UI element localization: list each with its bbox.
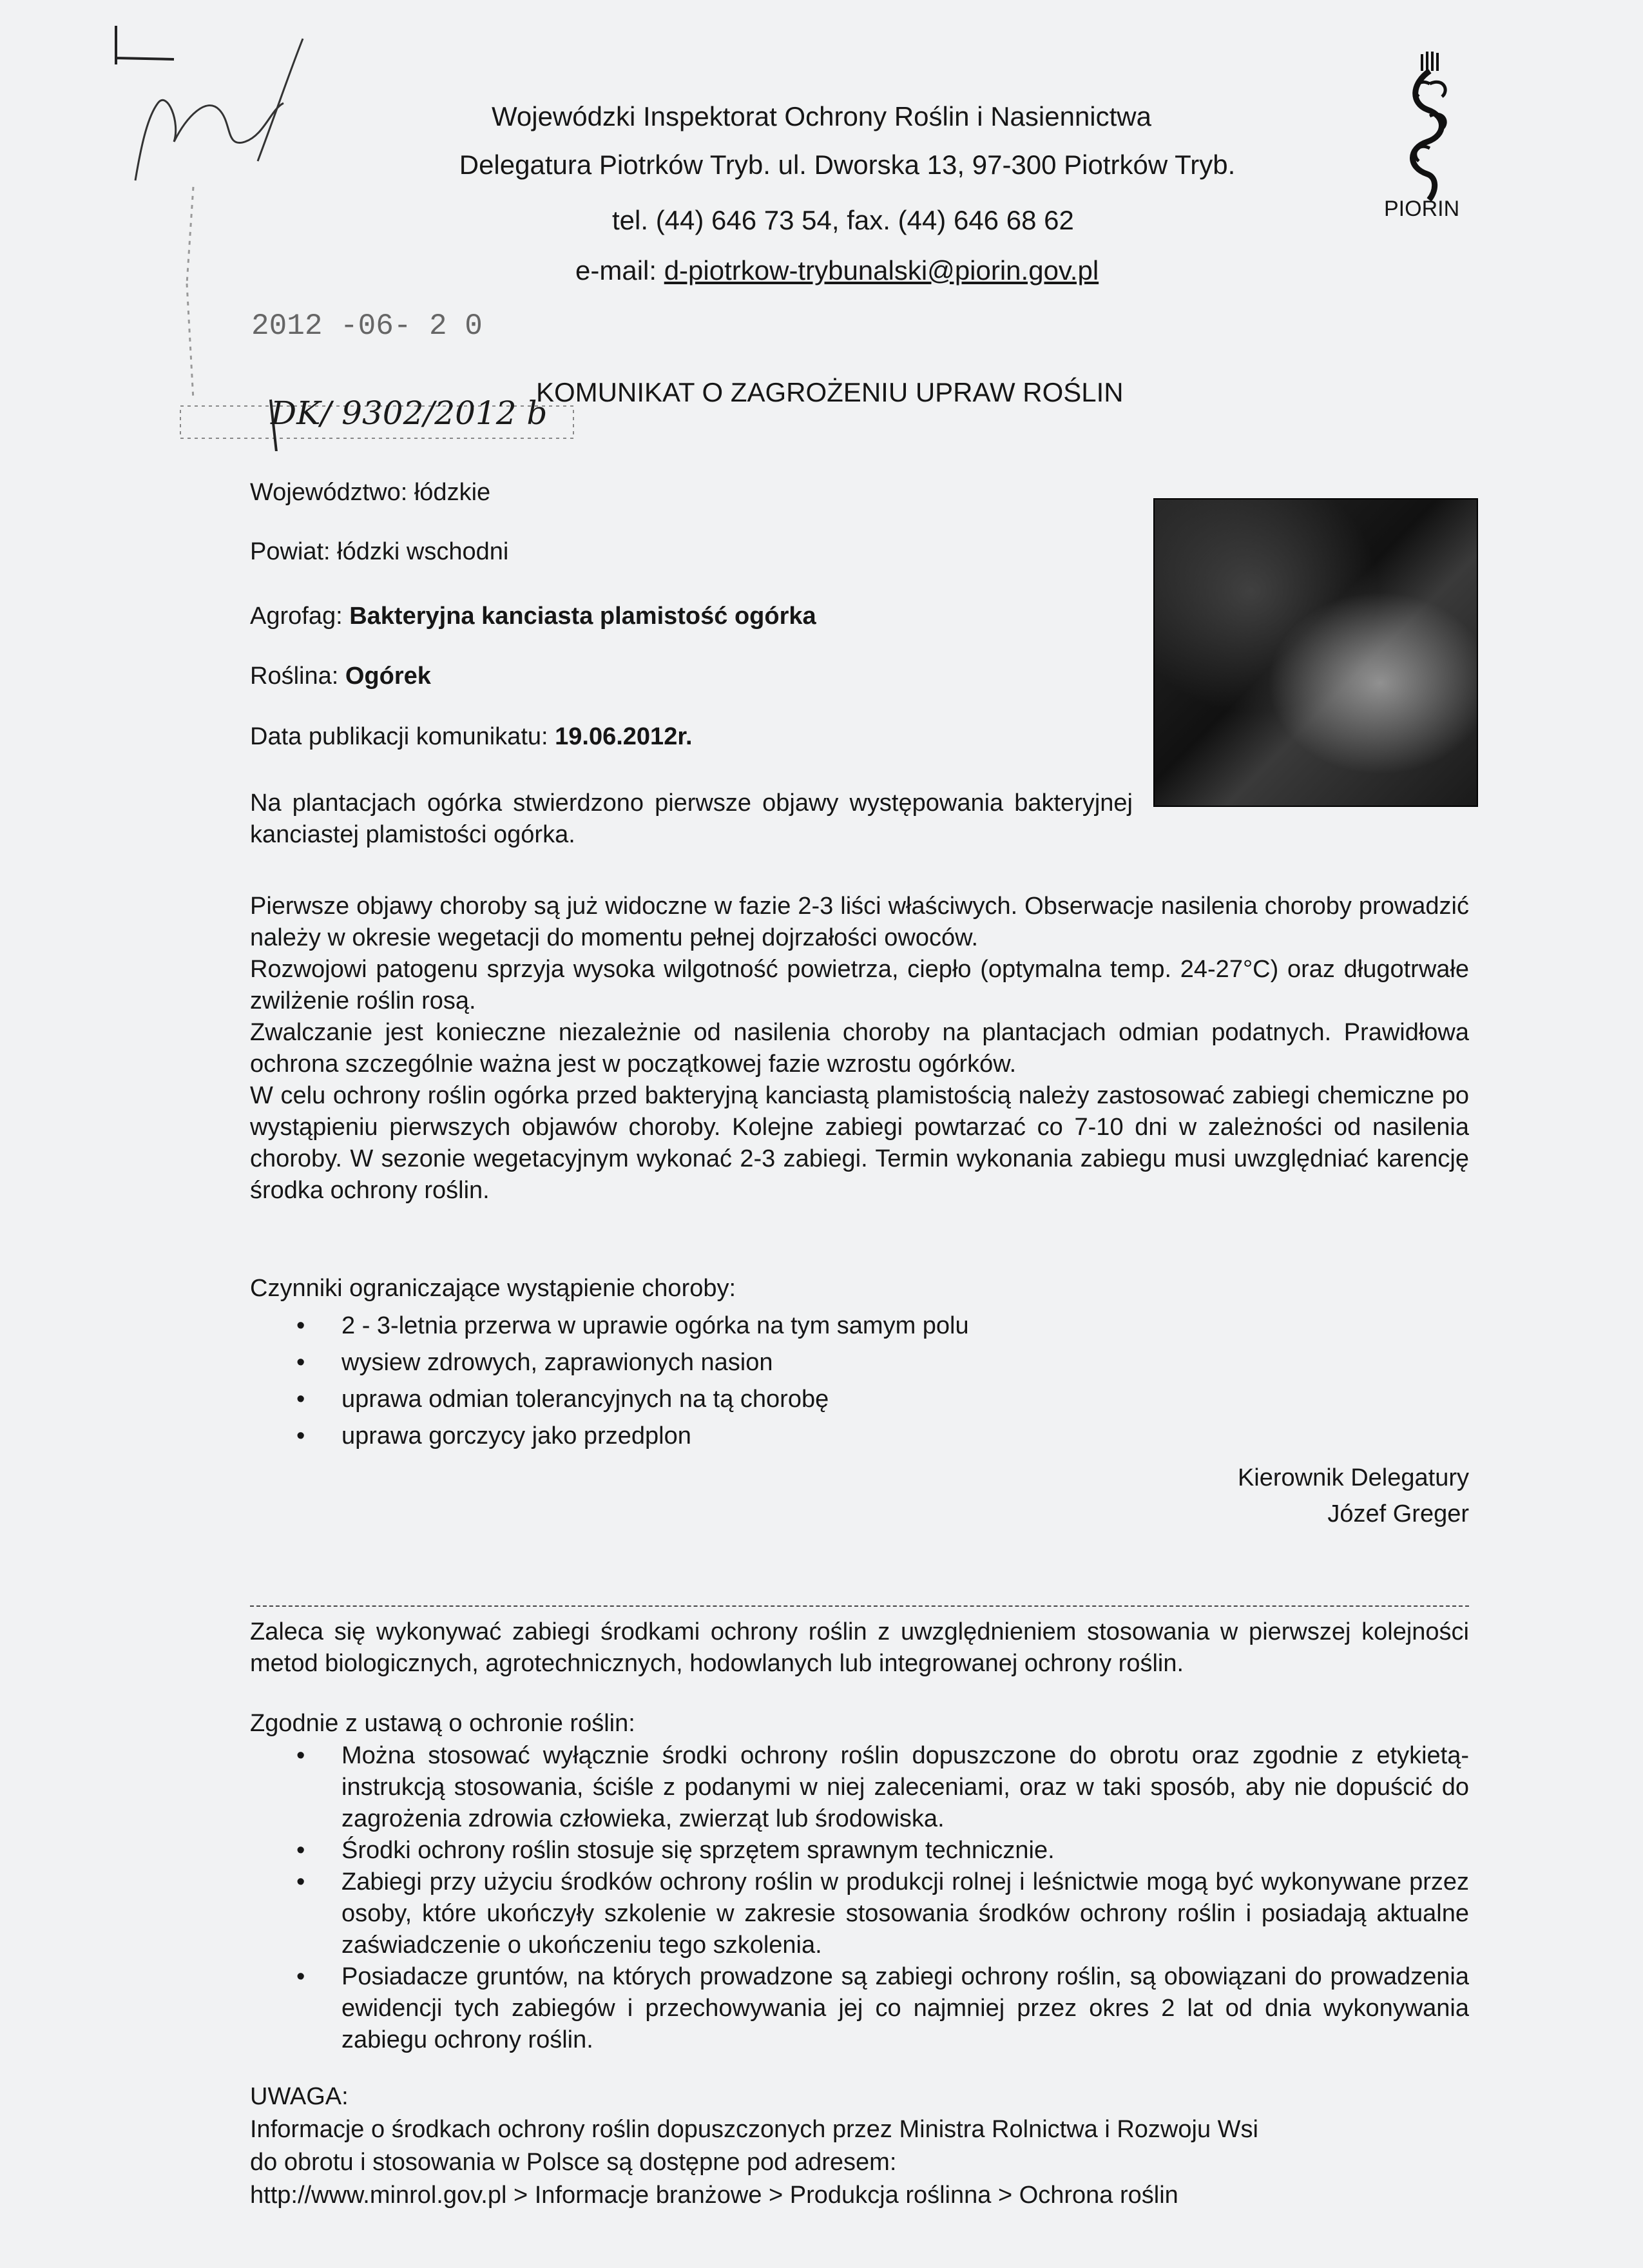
divider (250, 1605, 1469, 1607)
list-item: • Można stosować wyłącznie środki ochrony roślin dopuszczone do obrotu oraz zgodnie z etykietą-instrukcją stosowania, ściśle z podanymi w niej zaleceniami, oraz w taki sposób, aby nie dopuścić do zagrożenia zdrowia człowieka, zwierząt lub środowiska. (250, 1740, 1469, 1835)
body-paragraph: Pierwsze objawy choroby są już widoczne w fazie 2-3 liści właściwych. Obserwacje nasilenia choroby prowadzić należy w okresie wegetacji do momentu pełnej dojrzałości owoców. (250, 893, 1469, 951)
header-address: Delegatura Piotrków Tryb. ul. Dworska 13, 97-300 Piotrków Tryb. (459, 150, 1236, 180)
list-item: • Środki ochrony roślin stosuje się sprzętem sprawnym technicznie. (250, 1835, 1469, 1866)
email-label: e-mail: (575, 255, 664, 286)
intro-paragraph: Na plantacjach ogórka stwierdzono pierwsze objawy występowania bakteryjnej kanciastej plamistości ogórka. (250, 790, 1133, 848)
notice-url[interactable]: http://www.minrol.gov.pl > Informacje branżowe > Produkcja roślinna > Ochrona roślin (250, 2182, 1178, 2209)
stamp-area (97, 13, 586, 451)
list-item: • wysiew zdrowych, zaprawionych nasion (250, 1347, 1469, 1379)
list-item: • 2 - 3-letnia przerwa w uprawie ogórka na tym samym polu (250, 1310, 1469, 1342)
stamp-date: 2012 -06- 2 0 (251, 309, 483, 343)
notice-line: Informacje o środkach ochrony roślin dopuszczonych przez Ministra Rolnictwa i Rozwoju Wsi (250, 2116, 1258, 2143)
body-paragraph: Rozwojowi patogenu sprzyja wysoka wilgotność powietrza, ciepło (optymalna temp. 24-27°C) oraz długotrwałe zwilżenie roślin rosą. (250, 956, 1469, 1014)
body-paragraph: Zwalczanie jest konieczne niezależnie od nasilenia choroby na plantacjach odmian podatnych. Prawidłowa ochrona szczególnie ważna jest w początkowej fazie wzrostu ogórków. (250, 1019, 1469, 1078)
body-text (250, 891, 1469, 1207)
field-publication-date: Data publikacji komunikatu: 19.06.2012r. (250, 723, 693, 750)
logo-text: PIORIN (1384, 197, 1460, 221)
list-item: • uprawa odmian tolerancyjnych na tą chorobę (250, 1384, 1469, 1415)
factors-list (250, 1310, 1469, 1452)
list-item: • Posiadacze gruntów, na których prowadzone są zabiegi ochrony roślin, są obowiązani do prowadzenia ewidencji tych zabiegów i przechowywania jej co najmniej przez okres 2 lat od dnia wykonywania zabiegu ochrony roślin. (250, 1961, 1469, 2056)
field-voivodeship: Województwo: łódzkie (250, 479, 491, 506)
notice-heading: UWAGA: (250, 2083, 349, 2110)
law-heading: Zgodnie z ustawą o ochronie roślin: (250, 1710, 635, 1737)
notice-line: do obrotu i stosowania w Polsce są dostępne pod adresem: (250, 2149, 897, 2176)
header-institution: Wojewódzki Inspektorat Ochrony Roślin i Nasiennictwa (492, 101, 1151, 131)
list-item: • Zabiegi przy użyciu środków ochrony roślin w produkcji rolnej i leśnictwie mogą być wykonywane przez osoby, które ukończyły szkolenie w zakresie stosowania środków ochrony roślin i posiadają aktualne zaświadczenie o ukończeniu tego szkolenia. (250, 1866, 1469, 1961)
field-pest: Agrofag: Bakteryjna kanciasta plamistość ogórka (250, 603, 816, 630)
body-paragraph: W celu ochrony roślin ogórka przed bakteryjną kanciastą plamistością należy zastosować zabiegi chemiczne po wystąpieniu pierwszych objawów choroby. Kolejne zabiegi powtarzać co 7-10 dni w zależności od nasilenia choroby. W sezonie wegetacyjnym wykonać 2-3 zabiegi. Termin wykonania zabiegu musi uwzględniać karencję środka ochrony roślin. (250, 1082, 1469, 1204)
disease-photo (1153, 498, 1478, 807)
signature-name: Józef Greger (1327, 1500, 1469, 1527)
field-district: Powiat: łódzki wschodni (250, 538, 509, 565)
header-email (575, 255, 1099, 286)
law-list (250, 1740, 1469, 2056)
stamp-reference: DK/ 9302/2012 b (271, 394, 548, 432)
recommendation-paragraph: Zaleca się wykonywać zabiegi środkami ochrony roślin z uwzględnieniem stosowania w pierwszej kolejności metod biologicznych, agrotechnicznych, hodowlanych lub integrowanej ochrony roślin. (250, 1618, 1469, 1677)
signature-role: Kierownik Delegatury (1237, 1464, 1469, 1491)
list-item: • uprawa gorczycy jako przedplon (250, 1420, 1469, 1452)
field-plant: Roślina: Ogórek (250, 663, 431, 690)
factors-heading: Czynniki ograniczające wystąpienie choroby: (250, 1275, 736, 1302)
email-link[interactable]: d-piotrkow-trybunalski@piorin.gov.pl (664, 255, 1099, 286)
header-phone: tel. (44) 646 73 54, fax. (44) 646 68 62 (612, 205, 1074, 235)
signature-block (1238, 1460, 1469, 1532)
page-title: KOMUNIKAT O ZAGROŻENIU UPRAW ROŚLIN (536, 377, 1124, 407)
notice-block (250, 2080, 1469, 2212)
